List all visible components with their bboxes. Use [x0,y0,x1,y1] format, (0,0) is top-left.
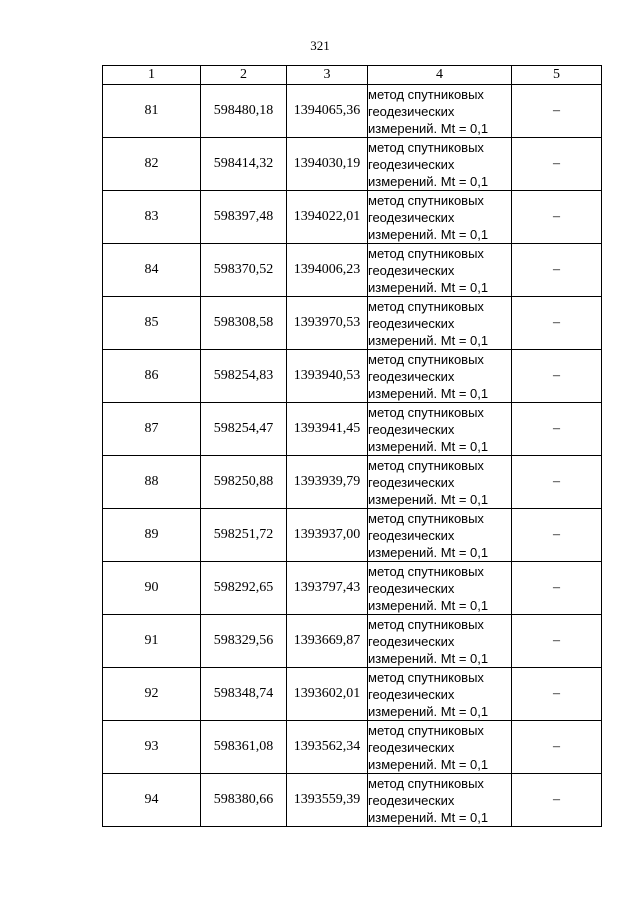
table-row [103,721,602,774]
x-coordinate-cell: 598348,74 [201,668,287,721]
method-text-line: геодезических [368,527,455,543]
method-text-line: измерений. Mt = 0,1 [368,703,489,719]
column-header-4: 4 [368,66,512,85]
note-cell: – [512,138,602,191]
method-text-line: метод спутниковых [368,192,484,208]
point-number-cell: 89 [103,509,201,562]
method-text-line: геодезических [368,792,455,808]
note-cell: – [512,668,602,721]
method-cell [368,456,512,509]
point-number-cell: 93 [103,721,201,774]
x-coordinate-cell: 598254,47 [201,403,287,456]
x-coordinate-cell: 598308,58 [201,297,287,350]
method-cell [368,562,512,615]
method-text-line: измерений. Mt = 0,1 [368,544,489,560]
method-text-line: метод спутниковых [368,616,484,632]
method-cell [368,403,512,456]
x-coordinate-cell: 598414,32 [201,138,287,191]
method-cell [368,85,512,138]
table-row [103,350,602,403]
method-text-line: геодезических [368,315,455,331]
method-text-line: метод спутниковых [368,510,484,526]
x-coordinate-cell: 598370,52 [201,244,287,297]
point-number-cell: 81 [103,85,201,138]
method-text-line: метод спутниковых [368,775,484,791]
table-row [103,668,602,721]
method-text-line: измерений. Mt = 0,1 [368,279,489,295]
method-text-line: измерений. Mt = 0,1 [368,491,489,507]
method-text-line: геодезических [368,474,455,490]
point-number-cell: 94 [103,774,201,827]
x-coordinate-cell: 598254,83 [201,350,287,403]
point-number-cell: 87 [103,403,201,456]
method-text-line: измерений. Mt = 0,1 [368,173,489,189]
method-cell [368,138,512,191]
method-text-line: измерений. Mt = 0,1 [368,650,489,666]
method-text-line: метод спутниковых [368,457,484,473]
y-coordinate-cell: 1393937,00 [287,509,368,562]
method-text-line: измерений. Mt = 0,1 [368,120,489,136]
page-number: 321 [310,38,330,53]
table-row [103,774,602,827]
method-cell [368,297,512,350]
method-text-line: геодезических [368,686,455,702]
table-row [103,562,602,615]
x-coordinate-cell: 598480,18 [201,85,287,138]
column-header-5: 5 [512,66,602,85]
method-text-line: геодезических [368,368,455,384]
y-coordinate-cell: 1393939,79 [287,456,368,509]
table-row [103,191,602,244]
method-text-line: метод спутниковых [368,351,484,367]
method-text-line: измерений. Mt = 0,1 [368,332,489,348]
y-coordinate-cell: 1393559,39 [287,774,368,827]
table-row [103,615,602,668]
x-coordinate-cell: 598380,66 [201,774,287,827]
y-coordinate-cell: 1394065,36 [287,85,368,138]
y-coordinate-cell: 1394006,23 [287,244,368,297]
method-text-line: метод спутниковых [368,722,484,738]
method-cell [368,615,512,668]
point-number-cell: 85 [103,297,201,350]
method-text-line: измерений. Mt = 0,1 [368,438,489,454]
method-text-line: измерений. Mt = 0,1 [368,756,489,772]
column-header-2: 2 [201,66,287,85]
method-text-line: геодезических [368,262,455,278]
method-text-line: метод спутниковых [368,245,484,261]
method-cell [368,668,512,721]
x-coordinate-cell: 598250,88 [201,456,287,509]
method-text-line: измерений. Mt = 0,1 [368,385,489,401]
method-text-line: измерений. Mt = 0,1 [368,597,489,613]
table-row [103,138,602,191]
method-text-line: метод спутниковых [368,404,484,420]
table-row [103,297,602,350]
point-number-cell: 84 [103,244,201,297]
method-cell [368,774,512,827]
column-header-1: 1 [103,66,201,85]
method-text-line: метод спутниковых [368,669,484,685]
note-cell: – [512,456,602,509]
column-header-3: 3 [287,66,368,85]
method-text-line: геодезических [368,633,455,649]
x-coordinate-cell: 598361,08 [201,721,287,774]
note-cell: – [512,774,602,827]
x-coordinate-cell: 598251,72 [201,509,287,562]
point-number-cell: 82 [103,138,201,191]
point-number-cell: 88 [103,456,201,509]
coordinates-table [102,65,602,827]
note-cell: – [512,297,602,350]
y-coordinate-cell: 1393602,01 [287,668,368,721]
note-cell: – [512,85,602,138]
note-cell: – [512,403,602,456]
method-text-line: геодезических [368,580,455,596]
method-text-line: метод спутниковых [368,563,484,579]
point-number-cell: 92 [103,668,201,721]
y-coordinate-cell: 1393940,53 [287,350,368,403]
x-coordinate-cell: 598397,48 [201,191,287,244]
point-number-cell: 83 [103,191,201,244]
table-row [103,456,602,509]
note-cell: – [512,509,602,562]
method-text-line: геодезических [368,156,455,172]
y-coordinate-cell: 1394030,19 [287,138,368,191]
note-cell: – [512,350,602,403]
method-text-line: измерений. Mt = 0,1 [368,226,489,242]
method-cell [368,244,512,297]
method-text-line: метод спутниковых [368,298,484,314]
point-number-cell: 90 [103,562,201,615]
method-cell [368,721,512,774]
note-cell: – [512,244,602,297]
method-text-line: измерений. Mt = 0,1 [368,809,489,825]
note-cell: – [512,562,602,615]
method-text-line: метод спутниковых [368,86,484,102]
y-coordinate-cell: 1394022,01 [287,191,368,244]
table-row [103,509,602,562]
x-coordinate-cell: 598329,56 [201,615,287,668]
table-row [103,244,602,297]
method-text-line: метод спутниковых [368,139,484,155]
method-text-line: геодезических [368,739,455,755]
method-cell [368,350,512,403]
table-header-row [103,66,602,85]
x-coordinate-cell: 598292,65 [201,562,287,615]
table-row [103,85,602,138]
method-text-line: геодезических [368,103,455,119]
y-coordinate-cell: 1393562,34 [287,721,368,774]
method-text-line: геодезических [368,209,455,225]
note-cell: – [512,191,602,244]
point-number-cell: 91 [103,615,201,668]
y-coordinate-cell: 1393970,53 [287,297,368,350]
note-cell: – [512,721,602,774]
method-cell [368,509,512,562]
table-row [103,403,602,456]
y-coordinate-cell: 1393941,45 [287,403,368,456]
point-number-cell: 86 [103,350,201,403]
y-coordinate-cell: 1393797,43 [287,562,368,615]
method-cell [368,191,512,244]
y-coordinate-cell: 1393669,87 [287,615,368,668]
method-text-line: геодезических [368,421,455,437]
note-cell: – [512,615,602,668]
